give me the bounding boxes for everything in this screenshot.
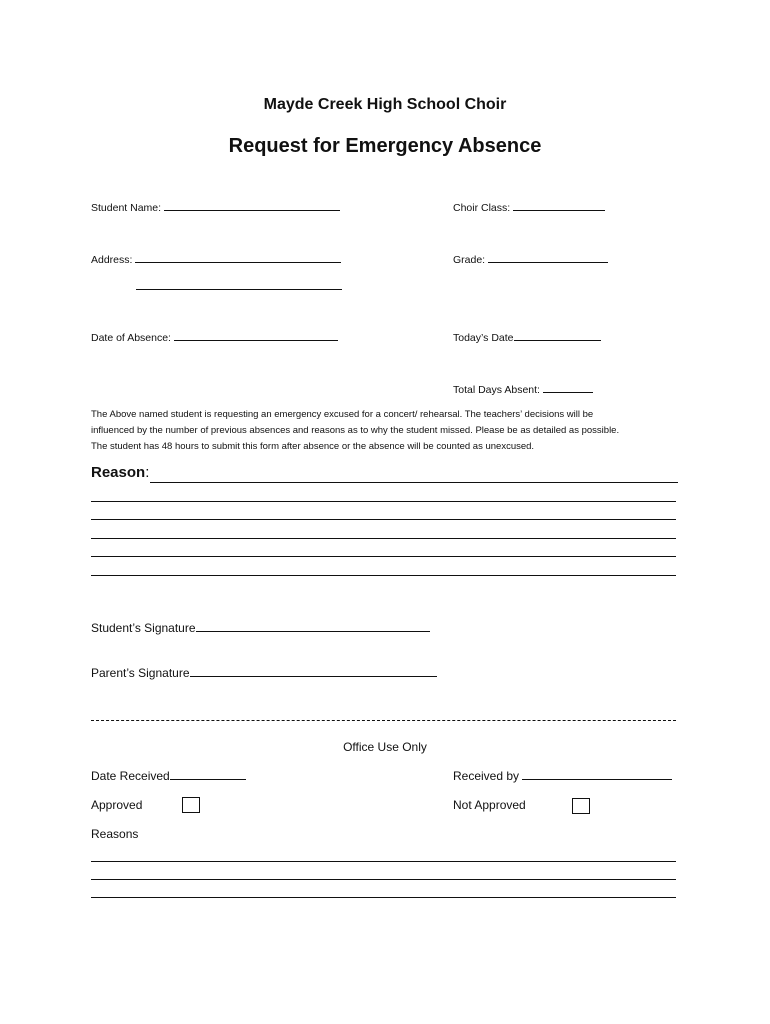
reason-line[interactable] (91, 519, 676, 520)
office-reason-line[interactable] (91, 897, 676, 898)
student-name-label: Student Name: (91, 202, 162, 214)
student-signature-field[interactable] (91, 621, 430, 635)
not-approved-checkbox[interactable] (572, 798, 590, 814)
received-by-line[interactable] (522, 769, 672, 780)
not-approved-label: Not Approved (453, 798, 526, 812)
total-days-absent-line[interactable] (543, 382, 593, 393)
choir-class-line[interactable] (513, 200, 605, 211)
office-use-heading: Office Use Only (343, 740, 427, 754)
received-by-field[interactable] (453, 769, 672, 783)
grade-line[interactable] (488, 252, 608, 263)
reason-line[interactable] (150, 482, 678, 483)
address-label: Address: (91, 254, 133, 266)
office-reasons-label: Reasons (91, 827, 139, 841)
parent-signature-line[interactable] (190, 666, 437, 677)
date-of-absence-line[interactable] (174, 330, 338, 341)
todays-date-line[interactable] (514, 330, 601, 341)
reason-line[interactable] (91, 538, 676, 539)
todays-date-field[interactable] (453, 330, 601, 344)
student-name-line[interactable] (164, 200, 340, 211)
address-line-2[interactable] (136, 289, 342, 290)
choir-class-label: Choir Class: (453, 202, 511, 214)
student-signature-label: Student’s Signature (91, 621, 196, 635)
reason-line[interactable] (91, 556, 676, 557)
date-of-absence-field[interactable] (91, 330, 338, 344)
reason-label: Reason (91, 464, 146, 481)
school-name: Mayde Creek High School Choir (263, 96, 507, 113)
date-received-label: Date Received (91, 769, 170, 783)
address-line-1[interactable] (135, 252, 341, 263)
form-title: Request for Emergency Absence (228, 135, 542, 157)
total-days-absent-field[interactable] (453, 382, 593, 396)
date-received-line[interactable] (170, 769, 246, 780)
choir-class-field[interactable] (453, 200, 605, 214)
office-reason-line[interactable] (91, 879, 676, 880)
parent-signature-label: Parent’s Signature (91, 666, 190, 680)
approved-label: Approved (91, 798, 143, 812)
received-by-label: Received by (453, 769, 520, 783)
office-divider (91, 720, 676, 721)
grade-field[interactable] (453, 252, 608, 266)
instructions-paragraph (91, 407, 619, 455)
date-of-absence-label: Date of Absence: (91, 332, 171, 344)
reason-colon: : (145, 464, 150, 481)
reason-line[interactable] (91, 501, 676, 502)
instructions-line: influenced by the number of previous absences and reasons as to why the student missed. Please be as detailed as possible. (91, 425, 620, 436)
grade-label: Grade: (453, 254, 486, 266)
student-signature-line[interactable] (196, 621, 430, 632)
reason-line[interactable] (91, 575, 676, 576)
instructions-line: The student has 48 hours to submit this form after absence or the absence will be counted as unexcused. (91, 441, 535, 452)
student-name-field[interactable] (91, 200, 340, 214)
address-field[interactable] (91, 252, 341, 266)
date-received-field[interactable] (91, 769, 246, 783)
total-days-absent-label: Total Days Absent: (453, 384, 540, 396)
approved-checkbox[interactable] (182, 797, 200, 813)
instructions-line: The Above named student is requesting an emergency excused for a concert/ rehearsal. The teachers’ decisions will be (91, 409, 594, 420)
office-reason-line[interactable] (91, 861, 676, 862)
parent-signature-field[interactable] (91, 666, 437, 680)
reason-field[interactable] (91, 464, 149, 481)
todays-date-label: Today’s Date (453, 332, 514, 344)
